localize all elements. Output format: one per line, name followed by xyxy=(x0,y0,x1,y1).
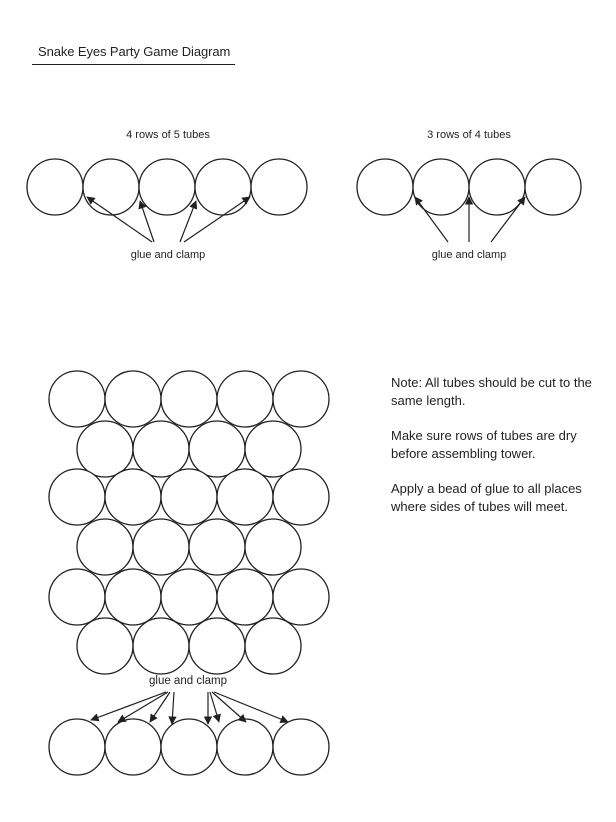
note-dry-rows: Make sure rows of tubes are dry before assembling tower. xyxy=(391,428,577,461)
tube-circle xyxy=(133,618,189,674)
tube-circle xyxy=(273,719,329,775)
tube-circle xyxy=(77,519,133,575)
note-cut-length: Note: All tubes should be cut to the same length. xyxy=(391,375,592,408)
row-of-five-caption: 4 rows of 5 tubes xyxy=(126,129,210,141)
tube-circle xyxy=(105,371,161,427)
tube-circle xyxy=(469,159,525,215)
tower-base-row xyxy=(49,719,329,775)
assembly-notes xyxy=(391,374,606,533)
tube-circle xyxy=(83,159,139,215)
tube-tower xyxy=(49,371,329,674)
tube-circle xyxy=(105,719,161,775)
tube-circle xyxy=(49,719,105,775)
tube-circle xyxy=(251,159,307,215)
glue-arrow xyxy=(214,692,288,722)
tube-circle xyxy=(49,371,105,427)
tube-circle xyxy=(161,569,217,625)
tube-circle xyxy=(273,569,329,625)
tube-circle xyxy=(217,469,273,525)
tube-circle xyxy=(189,618,245,674)
tube-circle xyxy=(217,371,273,427)
row-of-four-glue-label: glue and clamp xyxy=(431,249,507,261)
tube-circle xyxy=(357,159,413,215)
tube-circle xyxy=(77,421,133,477)
tube-circle xyxy=(105,469,161,525)
glue-arrow xyxy=(172,692,174,724)
tower-glue-label: glue and clamp xyxy=(149,675,227,687)
tube-circle xyxy=(133,421,189,477)
row-of-five-glue-label: glue and clamp xyxy=(130,249,206,261)
tube-circle xyxy=(27,159,83,215)
page-title: Snake Eyes Party Game Diagram xyxy=(38,44,231,59)
tube-circle xyxy=(133,519,189,575)
row-of-five-tubes xyxy=(27,159,307,215)
tube-circle xyxy=(161,469,217,525)
tube-circle xyxy=(77,618,133,674)
tube-circle xyxy=(273,469,329,525)
tube-circle xyxy=(49,569,105,625)
tube-circle xyxy=(245,519,301,575)
tube-circle xyxy=(245,421,301,477)
tube-circle xyxy=(195,159,251,215)
tube-circle xyxy=(245,618,301,674)
tube-circle xyxy=(105,569,161,625)
row-of-four-caption: 3 rows of 4 tubes xyxy=(427,129,511,141)
tube-circle xyxy=(217,569,273,625)
tube-circle xyxy=(161,719,217,775)
tube-circle xyxy=(217,719,273,775)
note-glue-bead: Apply a bead of glue to all places where sides of tubes will meet. xyxy=(391,481,582,514)
tube-circle xyxy=(525,159,581,215)
tube-circle xyxy=(189,421,245,477)
tube-circle xyxy=(189,519,245,575)
tube-circle xyxy=(161,371,217,427)
tube-circle xyxy=(139,159,195,215)
tube-circle xyxy=(49,469,105,525)
tube-circle xyxy=(273,371,329,427)
